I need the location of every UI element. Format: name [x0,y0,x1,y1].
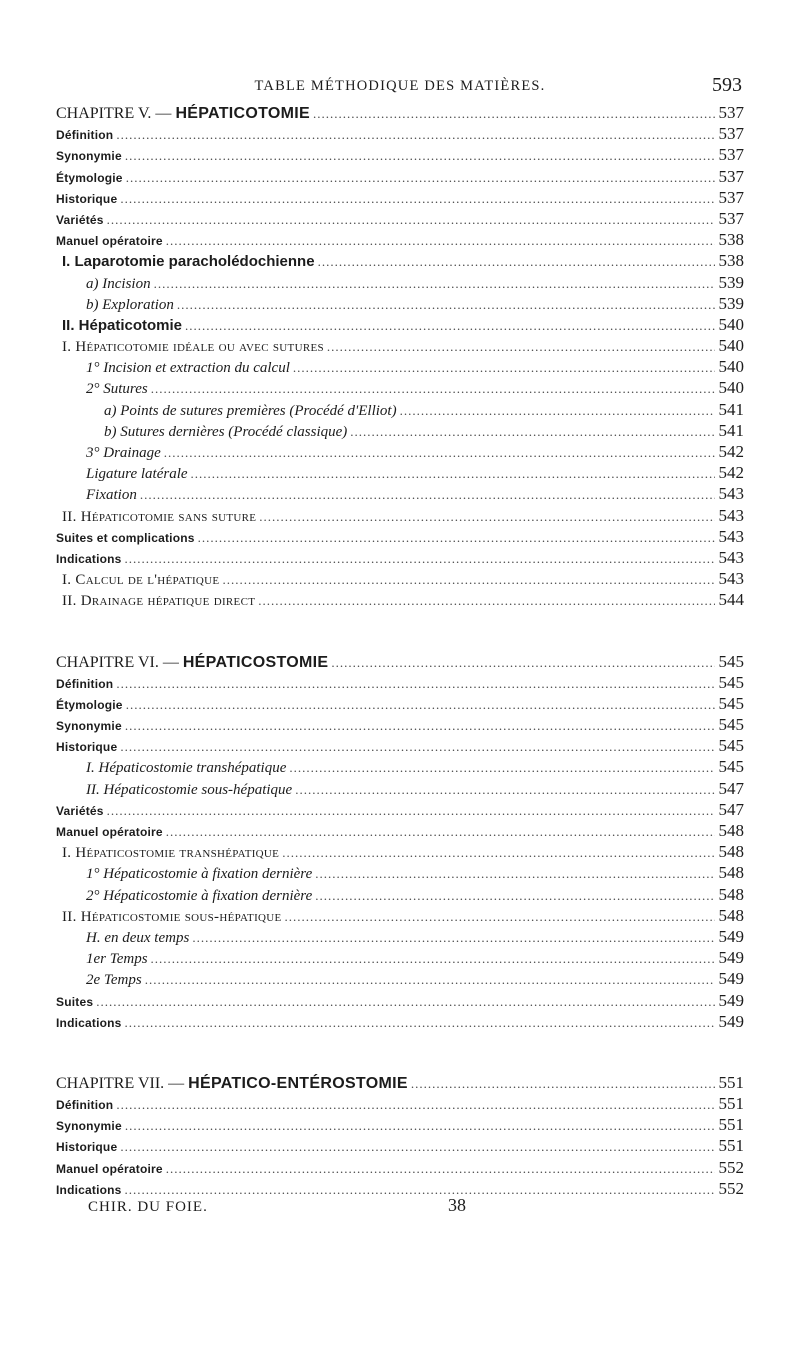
entry-page: 549 [718,990,744,1010]
entry-label: Indications [56,1015,122,1030]
entry-label: 1° Incision et extraction du calcul [86,360,290,377]
chapter-section [56,102,744,611]
entry-page: 549 [718,948,744,968]
entry-label: Suites et complications [56,530,195,545]
entry-label: 2e Temps [86,972,142,989]
toc-entry [56,335,744,356]
toc-entry [56,462,744,483]
dot-leader [140,484,715,505]
chapter-title [56,103,310,124]
dot-leader [125,548,715,569]
entry-page: 549 [718,969,744,989]
entry-label: Synonymie [56,719,122,734]
dot-leader [318,251,715,272]
entry-label: II. Drainage hépatique direct [62,593,256,610]
toc-entry [56,123,744,144]
dot-leader [120,188,715,209]
toc-entry [56,841,744,862]
entry-page: 544 [718,590,744,610]
entry-label: Variétés [56,212,104,227]
entry-label: 3° Drainage [86,445,161,461]
entry-page: 543 [718,547,744,567]
dot-leader [350,421,715,442]
page-number: 593 [712,74,742,96]
toc-entry [56,778,744,799]
entry-page: 541 [718,399,744,419]
entry-label: Étymologie [56,170,123,185]
entry-page: 542 [718,463,744,483]
dot-leader [400,400,715,421]
entry-page: 540 [718,336,744,356]
chapter-heading [56,102,744,123]
chapter-heading [56,1072,744,1093]
entry-label: Indications [56,1182,122,1197]
toc-entry [56,756,744,777]
dot-leader [107,209,715,230]
dot-leader [192,927,715,948]
chapter-section [56,1072,744,1199]
toc-entry [56,672,744,693]
dot-leader [120,1136,715,1157]
entry-label: Fixation [86,487,137,504]
dot-leader [331,652,715,673]
entry-page: 540 [718,314,744,334]
entry-page: 545 [718,757,744,777]
toc-entry [56,526,744,547]
toc-entry [56,399,744,420]
toc-entry [56,1135,744,1156]
entry-label: I. Hépaticostomie transhépatique [62,845,280,862]
entry-page: 537 [718,166,744,186]
entry-page: 547 [718,799,744,819]
toc-entry [56,693,744,714]
entry-page: 543 [718,569,744,589]
entry-label: Manuel opératoire [56,1161,163,1176]
chapter-prefix: CHAPITRE VII. — [56,1074,189,1092]
entry-label: II. Hépaticotomie [62,316,183,334]
entry-page: 548 [718,884,744,904]
entry-label: Historique [56,1140,118,1155]
chapter-prefix: CHAPITRE VI. — [56,653,183,671]
toc-entry [56,568,744,589]
toc-entry [56,272,744,293]
entry-page: 542 [718,442,744,461]
toc-entry [56,820,744,841]
entry-page: 551 [718,1115,744,1135]
toc-entry [56,968,744,989]
entry-page: 543 [718,526,744,546]
toc-entry [56,547,744,568]
entry-page: 551 [718,1094,744,1114]
entry-page: 538 [718,230,744,250]
chapter-name: HÉPATICOSTOMIE [182,653,329,671]
entry-label: 2° Hépaticostomie à fixation dernière [86,887,313,904]
entry-page: 541 [718,420,744,440]
entry-label: a) Incision [86,275,151,292]
dot-leader [166,230,715,251]
toc-entry [56,229,744,250]
entry-page: 549 [718,926,744,946]
entry-page: 545 [718,715,744,735]
dot-leader [151,948,715,969]
entry-label: II. Hépaticotomie sans suture [62,508,257,525]
entry-label: Historique [56,191,118,206]
dot-leader [164,442,715,463]
toc-entry [56,947,744,968]
toc-entry [56,926,744,947]
entry-page: 545 [718,672,744,692]
toc-entry [56,990,744,1011]
entry-page: 540 [718,357,744,377]
dot-leader [116,1094,715,1115]
entry-page: 539 [718,293,744,313]
dot-leader [125,145,715,166]
entry-label: I. Laparotomie paracholédochienne [62,253,315,271]
entry-label: Étymologie [56,697,123,712]
chapter-name: HÉPATICOTOMIE [175,105,311,122]
toc-entry [56,1157,744,1178]
toc-entry [56,208,744,229]
dot-leader [154,273,715,294]
entry-label: Synonymie [56,149,122,164]
toc-entry [56,377,744,398]
chapter-section [56,651,744,1032]
entry-label: Manuel opératoire [56,825,163,839]
entry-label: b) Exploration [86,296,174,313]
toc-entry [56,862,744,883]
table-of-contents [56,102,744,1199]
dot-leader [411,1073,715,1094]
entry-page: 537 [718,124,744,144]
entry-label: II. Hépaticostomie sous-hépatique [86,781,293,798]
toc-entry [56,293,744,314]
dot-leader [126,694,715,715]
entry-page: 538 [718,251,744,271]
dot-leader [259,506,715,527]
chapter-title [56,652,328,673]
dot-leader [315,885,715,906]
toc-entry [56,884,744,905]
entry-label: Définition [56,1098,114,1113]
toc-entry [56,144,744,165]
toc-entry [56,799,744,820]
toc-entry [56,250,744,271]
toc-entry [56,714,744,735]
entry-label: a) Points de sutures premières (Procédé d'Elliot) [104,402,397,419]
entry-page: 543 [718,484,744,504]
toc-entry [56,1011,744,1032]
chapter-prefix: CHAPITRE V. — [56,105,176,122]
dot-leader [191,463,715,484]
toc-entry [56,905,744,926]
entry-label: Définition [56,128,114,143]
entry-page: 537 [718,145,744,165]
dot-leader [126,167,715,188]
toc-entry [56,1114,744,1135]
dot-leader [289,757,715,778]
dot-leader [151,378,715,399]
toc-page [56,72,744,1221]
dot-leader [177,294,715,315]
dot-leader [198,527,715,548]
entry-page: 545 [718,736,744,756]
dot-leader [315,863,715,884]
entry-page: 543 [718,505,744,525]
entry-label: II. Hépaticostomie sous-hépatique [62,908,282,925]
toc-entry [56,166,744,187]
entry-page: 537 [718,187,744,207]
chapter-heading [56,651,744,672]
entry-label: b) Sutures dernières (Procédé classique) [104,423,348,440]
running-title: TABLE MÉTHODIQUE DES MATIÈRES. [254,78,546,94]
entry-label: 1° Hépaticostomie à fixation dernière [86,866,313,883]
dot-leader [125,1179,715,1200]
entry-label: Synonymie [56,1119,122,1134]
chapter-name: HÉPATICO-ENTÉROSTOMIE [188,1074,408,1092]
dot-leader [285,906,715,927]
entry-label: Manuel opératoire [56,234,163,249]
entry-page: 549 [718,1011,744,1031]
chapter-page: 537 [718,103,744,122]
dot-leader [125,1115,715,1136]
dot-leader [282,842,715,863]
toc-entry [56,1093,744,1114]
toc-entry [56,314,744,335]
dot-leader [295,779,715,800]
entry-page: 540 [718,378,744,398]
entry-page: 548 [718,842,744,862]
entry-page: 537 [718,208,744,228]
entry-label: Suites [56,994,94,1009]
chapter-title [56,1073,408,1094]
dot-leader [125,1012,715,1033]
entry-label: Variétés [56,803,104,818]
entry-page: 548 [718,905,744,925]
entry-label: Indications [56,551,122,566]
toc-entry [56,441,744,462]
dot-leader [258,590,715,611]
running-header [56,72,744,102]
entry-page: 545 [718,693,744,713]
toc-entry [56,356,744,377]
entry-page: 548 [718,821,744,840]
entry-label: 2° Sutures [86,381,148,398]
entry-label: Historique [56,740,118,755]
entry-label: H. en deux temps [86,929,190,946]
entry-page: 551 [718,1136,744,1156]
toc-entry [56,187,744,208]
page-footer [56,1195,744,1221]
toc-entry [56,589,744,610]
toc-entry [56,420,744,441]
entry-label: I. Calcul de l'hépatique [62,572,220,589]
dot-leader [145,969,715,990]
toc-entry [56,1178,744,1199]
sheet-number: 38 [448,1195,466,1215]
dot-leader [313,103,715,124]
dot-leader [166,1158,715,1179]
entry-label: I. Hépaticotomie idéale ou avec sutures [62,339,324,356]
dot-leader [293,357,715,378]
dot-leader [125,715,715,736]
dot-leader [107,800,715,821]
printer-signature: CHIR. DU FOIE. [88,1199,208,1215]
chapter-page: 551 [718,1072,744,1092]
entry-page: 539 [718,272,744,292]
dot-leader [120,736,715,757]
entry-label: Ligature latérale [86,466,188,483]
dot-leader [222,569,715,590]
dot-leader [96,991,715,1012]
dot-leader [185,315,715,336]
dot-leader [327,336,715,357]
toc-entry [56,505,744,526]
toc-entry [56,483,744,504]
entry-page: 548 [718,863,744,883]
entry-label: 1er Temps [86,951,148,968]
dot-leader [166,821,715,842]
chapter-page: 545 [718,651,744,671]
dot-leader [116,673,715,694]
entry-page: 552 [718,1157,744,1177]
entry-label: I. Hépaticostomie transhépatique [86,760,287,777]
toc-entry [56,735,744,756]
dot-leader [116,124,715,145]
entry-label: Définition [56,676,114,691]
entry-page: 552 [718,1178,744,1198]
entry-page: 547 [718,778,744,798]
